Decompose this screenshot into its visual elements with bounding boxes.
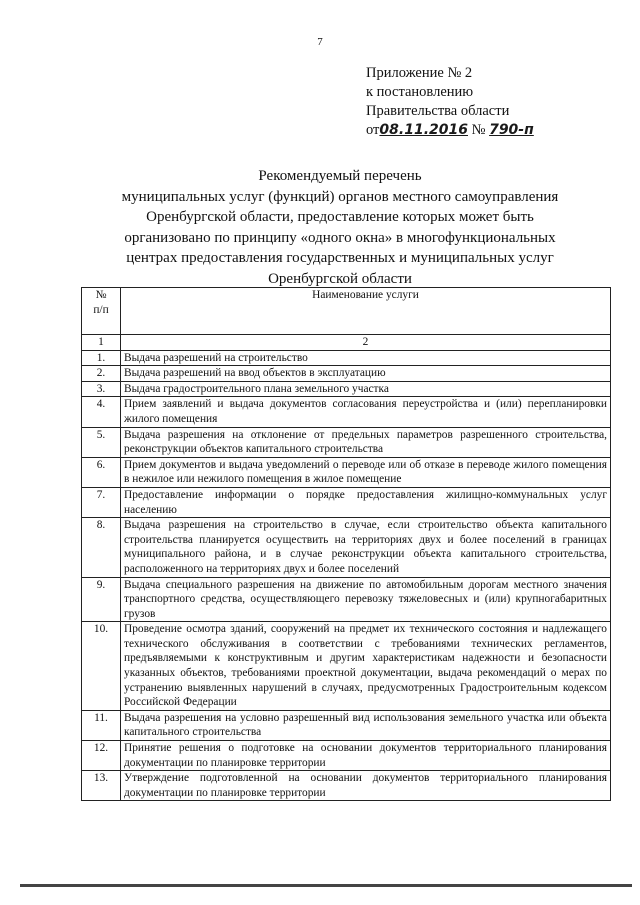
column-index-1: 1 [82,335,121,351]
table-row [82,397,611,427]
service-name: Выдача разрешения на строительство в случае, если строительство объекта капитального строительства планируется осуществить на территориях двух и более поселений в границах муниципального района, и в случае реконструкции объекта капитального строительства, расположенного на территориях двух и более поселений [121,518,611,577]
row-number: 6. [82,457,121,487]
row-number: 2. [82,366,121,382]
title-line-2: муниципальных услуг (функций) органов местного самоуправления [121,188,559,205]
table-row [82,381,611,397]
handwritten-date: 08.11.2016 [379,122,468,138]
column-index-row [82,335,611,351]
title-line-5: центрах предоставления государственных и муниципальных услуг [126,250,554,266]
row-number: 7. [82,487,121,517]
service-name: Выдача разрешений на ввод объектов в эксплуатацию [121,366,611,382]
row-number: 12. [82,741,121,771]
service-name: Утверждение подготовленной на основании документов территориального планирования документации по планировке территории [121,771,611,801]
appendix-date-line [366,121,534,140]
row-number: 9. [82,577,121,622]
service-name: Выдача специального разрешения на движение по автомобильным дорогам местного значения транспортного средства, осуществляющего перевозку тяжеловесных и (или) крупногабаритных грузов [121,577,611,622]
table-row [82,427,611,457]
bottom-divider [20,884,632,887]
table-row [82,710,611,740]
appendix-line-1: Приложение № 2 [366,65,473,81]
table-row [82,487,611,517]
document-title [60,166,620,289]
service-name: Проведение осмотра зданий, сооружений на предмет их технического состояния и надлежащего технического обслуживания в соответствии с требованиями технических регламентов, предъявляемыми к конструктивным и другим характеристикам надежности и безопасности указанных объектов, требованиями проектной документации, выдача рекомендаций о мерах по устранению выявленных нарушений в случаях, предусмотренных Градостроительным кодексом Российской Федерации [121,622,611,711]
from-label: от [366,122,380,138]
header-number [82,288,121,335]
service-name: Принятие решения о подготовке на основании документов территориального планирования документации по планировке территории [121,741,611,771]
service-name: Прием документов и выдача уведомлений о переводе или об отказе в переводе жилого помещения в нежилое или нежилого помещения в жилое помещение [121,457,611,487]
appendix-line-2: к постановлению [366,84,474,100]
row-number: 10. [82,622,121,711]
title-line-1: Рекомендуемый перечень [258,168,422,184]
table-header-row [82,288,611,335]
row-number: 5. [82,427,121,457]
table-row [82,518,611,577]
column-index-2: 2 [121,335,611,351]
title-line-6: Оренбургской области [268,270,412,287]
header-service-name: Наименование услуги [121,288,611,335]
service-name: Выдача градостроительного плана земельного участка [121,381,611,397]
title-line-3: Оренбургской области, предоставление которых может быть [146,209,534,225]
row-number: 4. [82,397,121,427]
service-name: Прием заявлений и выдача документов согласования переустройства и (или) перепланировки жилого помещения [121,397,611,427]
table-row [82,741,611,771]
appendix-header [366,64,534,140]
service-name: Выдача разрешения на условно разрешенный вид использования земельного участка или объекта капитального строительства [121,710,611,740]
page-number: 7 [317,36,323,48]
table-row [82,350,611,366]
appendix-line-3: Правительства области [366,103,510,119]
table-row [82,366,611,382]
header-number-abbr: п/п [93,303,109,316]
table-row [82,457,611,487]
services-table [81,287,611,801]
service-name: Выдача разрешений на строительство [121,350,611,366]
table-row [82,577,611,622]
header-number-sign: № [95,289,107,301]
row-number: 13. [82,771,121,801]
row-number: 11. [82,710,121,740]
number-label: № [471,122,486,138]
service-name: Предоставление информации о порядке предоставления жилищно-коммунальных услуг населению [121,487,611,517]
table-row [82,622,611,711]
row-number: 3. [82,381,121,397]
row-number: 8. [82,518,121,577]
service-name: Выдача разрешения на отклонение от предельных параметров разрешенного строительства, реконструкции объектов капитального строительства [121,427,611,457]
table-row [82,771,611,801]
title-line-4: организовано по принципу «одного окна» в многофункциональных [124,229,556,246]
row-number: 1. [82,350,121,366]
handwritten-number: 790-п [489,122,534,138]
